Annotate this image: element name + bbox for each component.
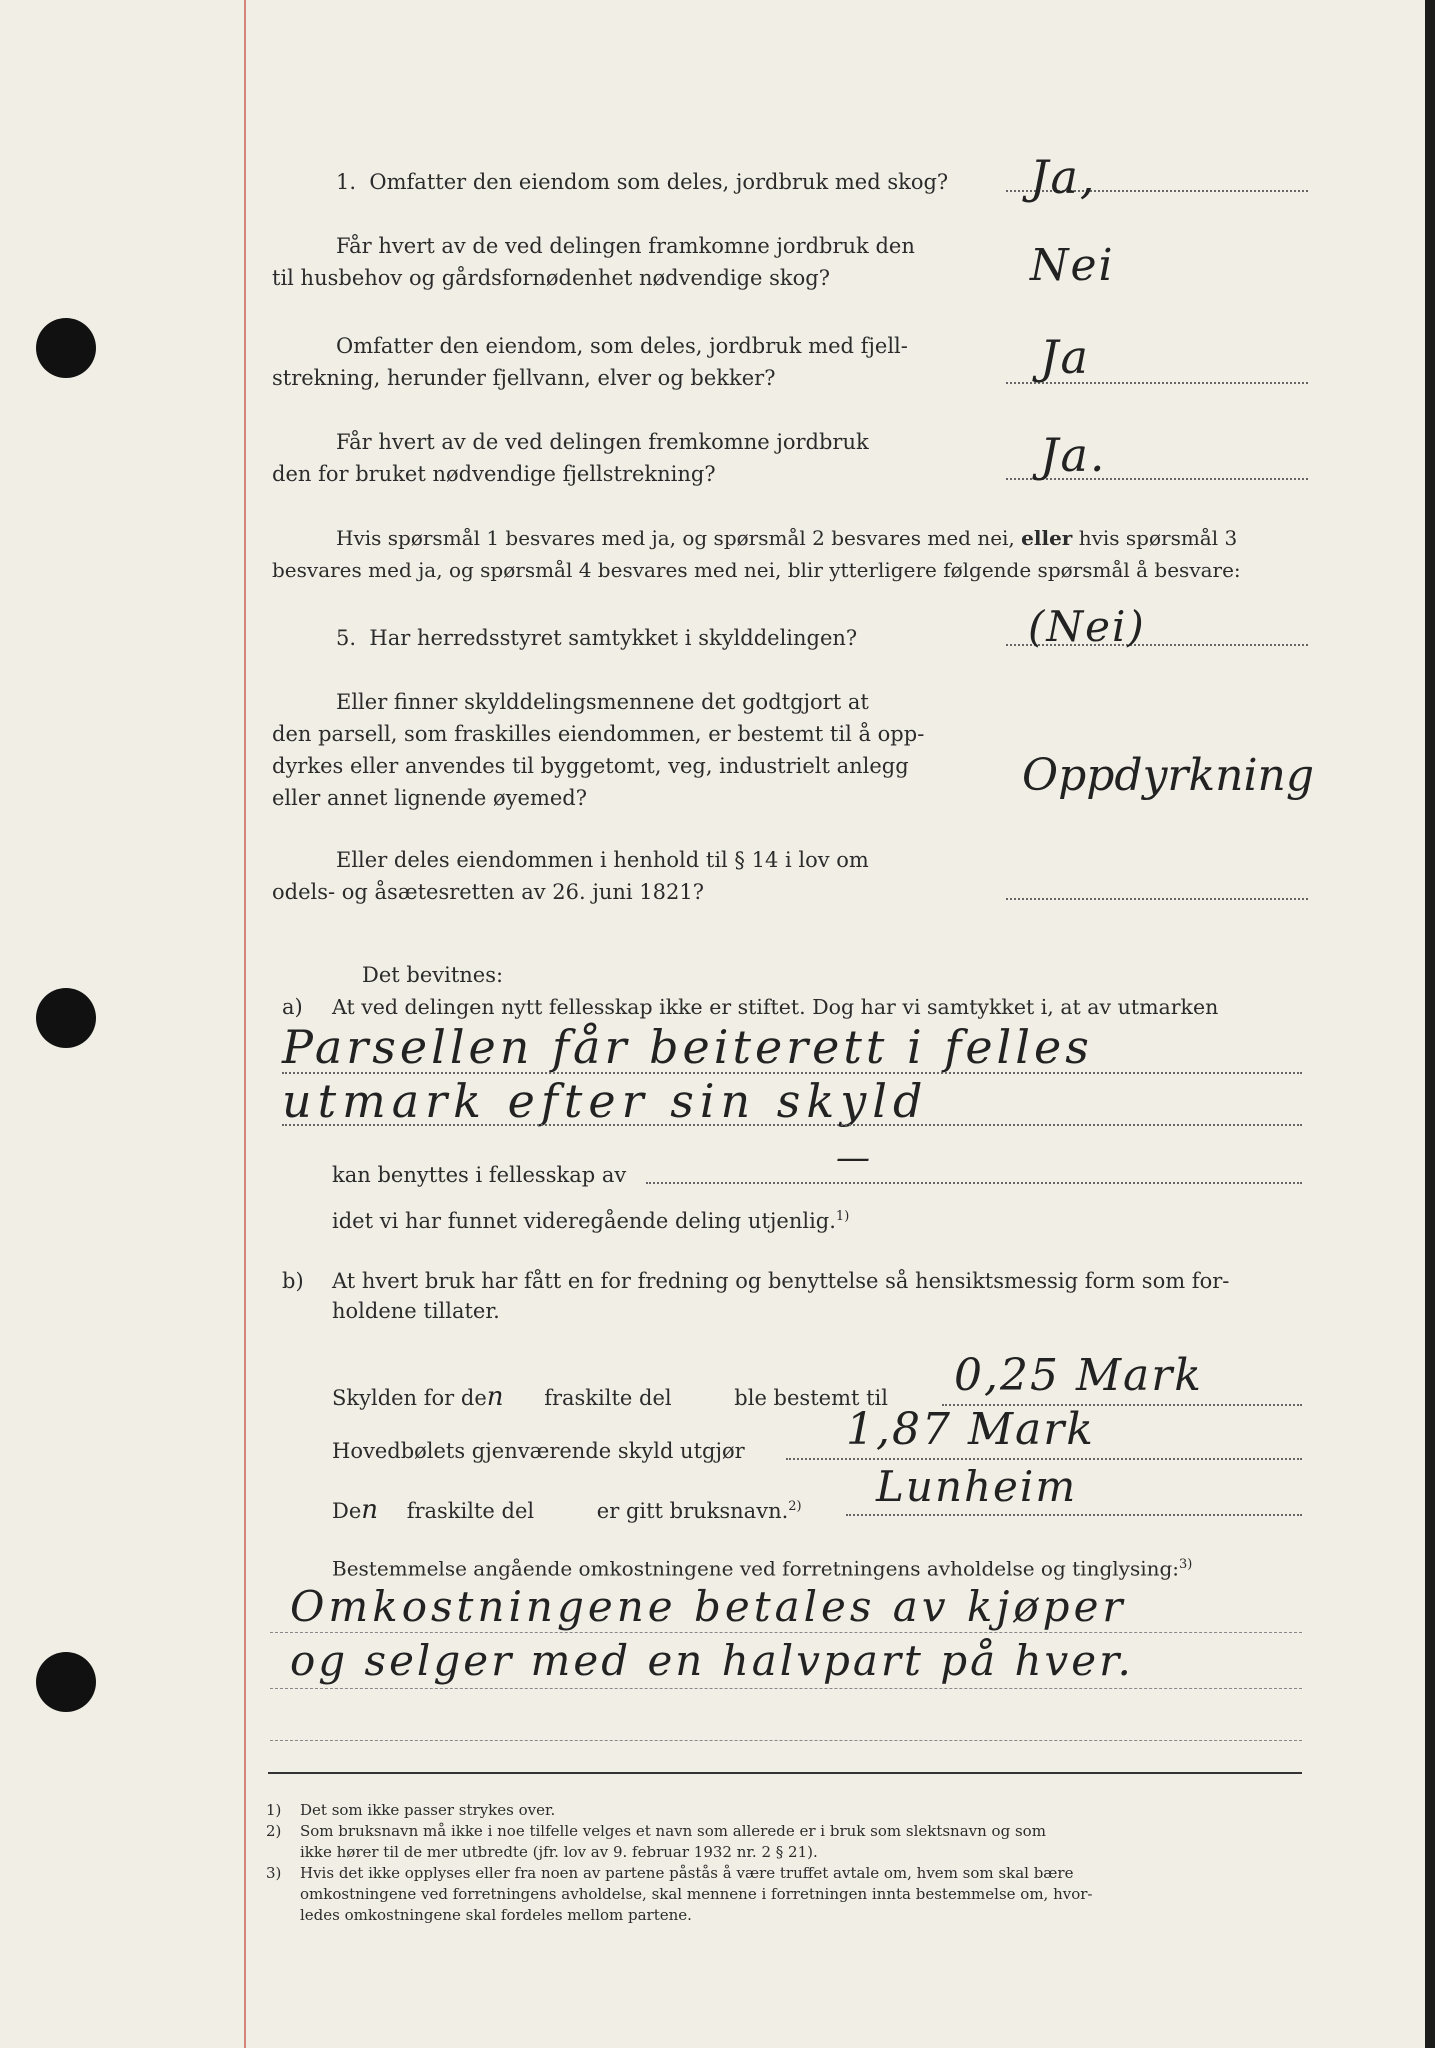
skyld-value-2: 1,87 Mark: [846, 1404, 1095, 1455]
question-1: 1. Omfatter den eiendom som deles, jordbruk med skog?: [336, 170, 949, 194]
bevitnes-a-text: At ved delingen nytt fellesskap ikke er stiftet. Dog har vi samtykket i, at av utmarken: [332, 995, 1219, 1019]
skyld-row-2: Hovedbølets gjenværende skyld utgjør: [332, 1439, 745, 1463]
answer-2: Nei: [1030, 240, 1115, 291]
bevitnes-b-label: b): [282, 1269, 304, 1293]
footnote-1: 1) Det som ikke passer strykes over.: [266, 1801, 556, 1819]
fellesskap-line: [646, 1182, 1302, 1184]
answer-1: Ja,: [1030, 150, 1097, 204]
fellesskap-value: —: [836, 1138, 872, 1178]
bestemmelse-hand-1: Omkostningene betales av kjøper: [290, 1582, 1127, 1631]
bevitnes-heading: Det bevitnes:: [362, 963, 504, 987]
footnote-3: 3) Hvis det ikke opplyses eller fra noen av partene påstås å være truffet avtale om, hvem som skal bære omkostningene ved forretningens avholdelse, skal mennene i forretningen innta bestemmelse om, hvor- ledes omkostningene skal fordeles mellom partene.: [266, 1864, 1093, 1924]
bevitnes-line-2: [282, 1124, 1302, 1126]
bestemmelse-line-1: [270, 1632, 1302, 1633]
question-2: Får hvert av de ved delingen framkomne jordbruk den til husbehov og gårdsfornødenhet nødvendige skog?: [272, 234, 915, 290]
footnote-separator: [268, 1772, 1302, 1774]
footnote-2: 2) Som bruksnavn må ikke i noe tilfelle velges et navn som allerede er i bruk som slektsnavn og som ikke hører til de mer utbredte (jfr. lov av 9. februar 1932 nr. 2 § 21).: [266, 1822, 1046, 1861]
skyld-line-2: [786, 1458, 1302, 1460]
fellesskap-label: kan benyttes i fellesskap av: [332, 1163, 627, 1187]
question-5: 5. Har herredsstyret samtykket i skylddelingen?: [336, 626, 858, 650]
question-3: Omfatter den eiendom, som deles, jordbruk med fjell- strekning, herunder fjellvann, elver og bekker?: [272, 334, 908, 390]
skyld-value-1: 0,25 Mark: [954, 1350, 1203, 1401]
question-4: Får hvert av de ved delingen fremkomne jordbruk den for bruket nødvendige fjellstrekning?: [272, 430, 869, 486]
bestemmelse-line-2: [270, 1688, 1302, 1689]
margin-rule: [244, 0, 246, 2048]
bevitnes-a-hand-2: utmark efter sin skyld: [282, 1074, 929, 1128]
bestemmelse-line-3: [270, 1740, 1302, 1741]
skyld-value-3: Lunheim: [876, 1462, 1078, 1511]
skyld-row-3: Den fraskilte del er gitt bruksnavn.$^{2)}$: [332, 1495, 802, 1525]
question-6: Eller finner skylddelingsmennene det godtgjort at den parsell, som fraskilles eiendommen, er bestemt til å opp- dyrkes eller anvendes til byggetomt, veg, industrielt anlegg eller annet lignende øyemed?: [272, 690, 925, 810]
bevitnes-a-label: a): [282, 995, 303, 1019]
condition-paragraph: Hvis spørsmål 1 besvares med ja, og spørsmål 2 besvares med nei, eller hvis spørsmål 3 besvares med ja, og spørsmål 4 besvares med nei, blir ytterligere følgende spørsmål å besvare:: [272, 526, 1241, 582]
answer-4: Ja.: [1040, 428, 1107, 482]
answer-line-7: [1006, 898, 1308, 900]
punch-hole-2: [36, 988, 96, 1048]
bevitnes-b-line-1: At hvert bruk har fått en for fredning og benyttelse så hensiktsmessig form som for-: [332, 1269, 1230, 1293]
footnotes: [266, 1800, 1306, 1926]
punch-hole-3: [36, 1652, 96, 1712]
skyld-line-3: [846, 1514, 1302, 1516]
answer-5: (Nei): [1028, 602, 1146, 651]
bevitnes-a-hand-1: Parsellen får beiterett i felles: [282, 1020, 1093, 1074]
skyld-row-1: Skylden for den fraskilte del ble bestemt til: [332, 1382, 888, 1412]
bestemmelse-hand-2: og selger med en halvpart på hver.: [290, 1636, 1134, 1685]
answer-3: Ja: [1040, 330, 1090, 384]
utjenlig-text: idet vi har funnet videregående deling utjenlig.$^{1)}$: [332, 1209, 850, 1233]
bevitnes-b-line-2: holdene tillater.: [332, 1299, 500, 1323]
punch-hole-1: [36, 318, 96, 378]
question-7: Eller deles eiendommen i henhold til § 14 i lov om odels- og åsætesretten av 26. juni 1821?: [272, 848, 869, 904]
bestemmelse-label: Bestemmelse angående omkostningene ved forretningens avholdelse og tinglysing:$^{3)}$: [332, 1556, 1193, 1581]
answer-6: Oppdyrkning: [1022, 750, 1315, 801]
